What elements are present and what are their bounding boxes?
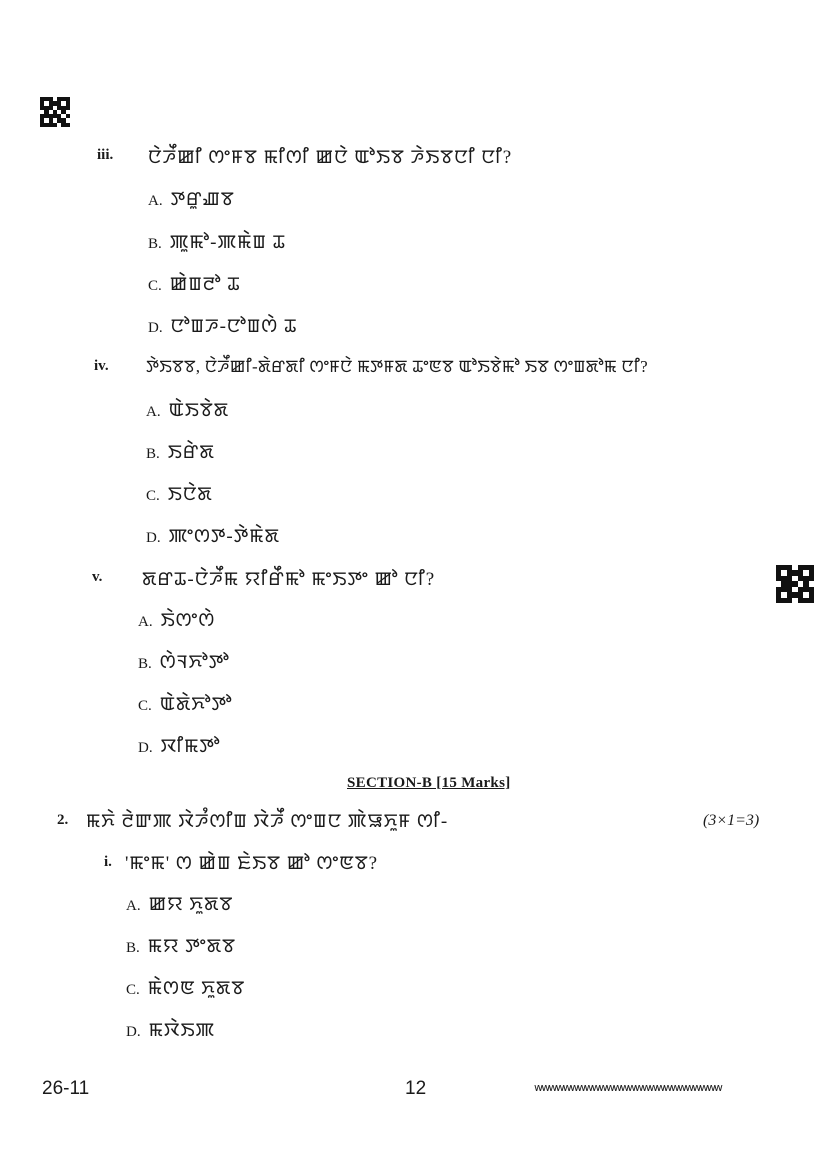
option-text: ꯃꯌ ꯇꯦꯗꯕ [147,936,236,957]
option-text: ꯏꯔꯥꯗ [167,442,215,463]
page-number: 12 [405,1078,427,1099]
option-text: ꯃꯋꯥꯏꯄ [148,1020,216,1041]
question-number: iii. [97,147,114,163]
question-text: ꯃꯈꯥ ꯂꯥꯛꯄ ꯋꯥꯍꯪꯁꯤꯡ ꯋꯥꯍꯩ ꯁꯦꯡꯅ ꯄꯥꯎꯈꯨꯝ ꯁꯤ- [86,811,449,832]
option-b[interactable] [138,649,230,675]
option-c[interactable] [148,271,241,297]
option-letter: B. [146,446,160,462]
option-d[interactable] [126,1017,215,1043]
option-a[interactable] [148,186,235,212]
option-letter: D. [138,740,153,756]
option-text: ꯏꯥꯁꯦꯁꯥ [160,610,216,631]
option-text: ꯄꯦꯁꯇ-ꯇꯥꯃꯥꯗ [168,526,281,547]
question-number: i. [104,854,112,870]
option-text: ꯁꯥꯜꯈꯣꯇꯣ [159,652,230,673]
option-letter: A. [146,404,161,420]
option-a[interactable] [126,891,233,917]
option-text: ꯋꯤꯃꯇꯣ [160,736,221,757]
option-b[interactable] [146,439,215,465]
option-letter: A. [126,898,141,914]
option-letter: C. [126,982,140,998]
option-text: ꯅꯣꯡꯍ-ꯅꯣꯡꯁꯥ ꯊ [170,316,298,337]
option-letter: C. [146,488,160,504]
option-letter: D. [148,320,163,336]
option-text: ꯇꯔꯨꯉꯕ [170,189,235,210]
option-d[interactable] [148,313,297,339]
option-c[interactable] [126,975,245,1001]
option-b[interactable] [126,933,236,959]
option-letter: C. [148,278,162,294]
section-heading: SECTION-B [15 Marks] [347,775,511,791]
option-a[interactable] [146,397,229,423]
option-a[interactable] [138,607,215,633]
option-text: ꯀꯥꯡꯂꯣ ꯊ [169,274,241,295]
option-c[interactable] [138,691,233,717]
marks-label: (3×1=3) [703,812,760,829]
qr-code-top-left [40,97,70,127]
question-number: iv. [94,358,109,374]
option-letter: C. [138,698,152,714]
option-letter: B. [148,236,162,252]
question-text: 'ꯃꯦꯃ' ꯁ ꯀꯥꯡ ꯐꯥꯏꯕ ꯀꯣ ꯁꯦꯟꯕ? [125,853,379,874]
option-letter: B. [138,656,152,672]
option-letter: B. [126,940,140,956]
option-text: ꯏꯅꯥꯗ [167,484,213,505]
question-text: ꯗꯔꯊ-ꯅꯥꯍꯩꯃ ꯌꯤꯔꯩꯃꯣ ꯃꯦꯏꯇꯦ ꯀꯣ ꯅꯤ? [142,569,436,590]
page-code: 26-11 [42,1078,90,1099]
option-text: ꯑꯥꯗꯥꯈꯣꯇꯣ [159,694,233,715]
question-text: ꯇꯥꯏꯕꯕ, ꯅꯥꯍꯩꯀꯤ-ꯗꯥꯔꯗꯤ ꯁꯦꯝꯅꯥ ꯃꯇꯝꯗ ꯊꯦꯟꯕ ꯑꯣꯏꯕꯥꯃꯣ ꯏꯕ ꯁꯦꯡꯗꯣꯃ ꯅꯤ? [146,357,648,376]
option-letter: D. [146,530,161,546]
option-text: ꯄꯨꯃꯣ-ꯄꯃꯥꯡ ꯊ [169,232,286,253]
option-text: ꯃꯥꯁꯟ ꯈꯨꯗꯕ [147,978,246,999]
option-d[interactable] [146,523,280,549]
option-text: ꯑꯥꯏꯕꯥꯗ [168,400,230,421]
footer-decoration: wwwwwwwwwwwwwwwwwwwwwwwwww [534,1081,722,1094]
qr-code-right [776,565,814,603]
option-c[interactable] [146,481,213,507]
option-d[interactable] [138,733,220,759]
option-letter: A. [138,614,153,630]
option-text: ꯀꯌ ꯈꯨꯗꯕ [148,894,234,915]
option-letter: D. [126,1024,141,1040]
question-text: ꯅꯥꯍꯩꯀꯤ ꯁꯦꯝꯕ ꯃꯤꯁꯤ ꯀꯅꯥ ꯑꯣꯏꯕ ꯍꯥꯏꯕꯅꯤ ꯅꯤ? [148,147,513,168]
question-number: 2. [57,812,69,828]
question-number: v. [92,569,103,585]
option-letter: A. [148,193,163,209]
option-b[interactable] [148,229,286,255]
